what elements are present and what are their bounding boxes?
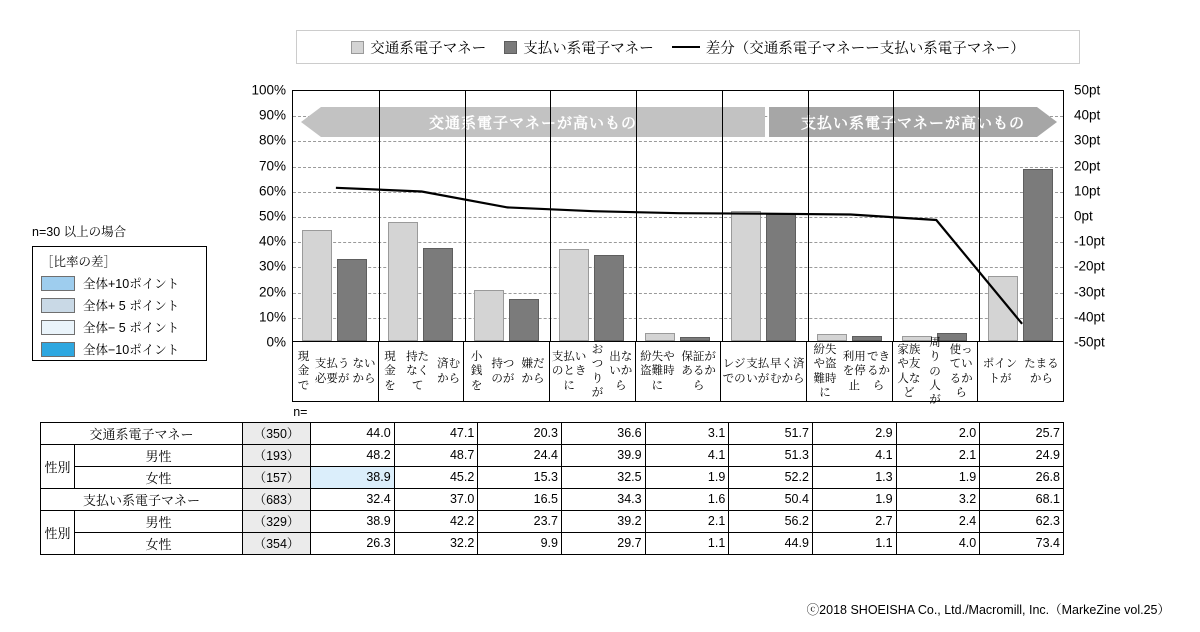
legend-item-difference — [672, 37, 1025, 58]
y-tick-right: -10pt — [1074, 233, 1105, 249]
table-cell: 9.9 — [478, 532, 562, 554]
table-cell: 1.9 — [645, 466, 729, 488]
table-cell: 50.4 — [729, 488, 813, 510]
table-n-value: （354） — [243, 532, 311, 554]
ratio-legend-row — [33, 316, 206, 338]
table-cell: 2.9 — [812, 422, 896, 444]
ratio-legend-swatch — [41, 320, 75, 335]
legend-item-transit — [351, 37, 486, 58]
table-cell: 23.7 — [478, 510, 562, 532]
ratio-legend-swatch — [41, 276, 75, 291]
legend-label-difference: 差分（交通系電子マネーー支払い系電子マネー） — [705, 40, 1025, 57]
table-cell: 47.1 — [394, 422, 478, 444]
legend-label-payment: 支払い系電子マネー — [523, 40, 654, 57]
table-cell: 16.5 — [478, 488, 562, 510]
table-cell: 38.9 — [311, 510, 395, 532]
table-cell: 62.3 — [980, 510, 1064, 532]
category-separator — [636, 91, 637, 341]
y-tick-right: -30pt — [1074, 284, 1105, 300]
data-table-wrap — [40, 402, 1064, 555]
category-separator — [379, 91, 380, 341]
table-cell: 52.2 — [729, 466, 813, 488]
y-tick-left: 40% — [258, 233, 286, 249]
table-cell: 3.1 — [645, 422, 729, 444]
table-n-value: （350） — [243, 422, 311, 444]
y-tick-left: 90% — [258, 107, 286, 123]
y-tick-left: 80% — [258, 132, 286, 148]
category-separator — [893, 91, 894, 341]
x-axis-label: 現金を 持たなくて 済むから — [379, 342, 465, 401]
chart-plot-area — [292, 90, 1064, 342]
table-cell: 44.9 — [729, 532, 813, 554]
table-cell: 2.1 — [645, 510, 729, 532]
table-cell: 15.3 — [478, 466, 562, 488]
y-tick-left: 50% — [258, 208, 286, 224]
legend-label-transit: 交通系電子マネー — [370, 40, 487, 57]
table-row — [41, 422, 1064, 444]
table-row — [41, 466, 1064, 488]
category-separator — [465, 91, 466, 341]
table-cell: 68.1 — [980, 488, 1064, 510]
table-cell: 1.1 — [812, 532, 896, 554]
ratio-legend-row — [33, 272, 206, 294]
ratio-legend-label: 全体+ 5 ポイント — [83, 299, 180, 313]
table-cell: 26.3 — [311, 532, 395, 554]
y-tick-left: 30% — [258, 258, 286, 274]
table-cell: 2.4 — [896, 510, 980, 532]
table-group-label: 性別 — [41, 510, 75, 554]
table-cell: 1.9 — [812, 488, 896, 510]
table-cell: 26.8 — [980, 466, 1064, 488]
y-tick-right: 20pt — [1074, 158, 1101, 174]
y-tick-right: 50pt — [1074, 82, 1101, 98]
table-cell: 32.4 — [311, 488, 395, 510]
table-cell: 42.2 — [394, 510, 478, 532]
table-cell: 45.2 — [394, 466, 478, 488]
x-axis-label: 紛失や盗難時に 保証があるから — [636, 342, 722, 401]
legend-swatch-transit — [351, 41, 364, 54]
y-tick-left: 70% — [258, 158, 286, 174]
y-tick-right: 0pt — [1074, 208, 1093, 224]
table-cell: 48.7 — [394, 444, 478, 466]
x-axis-label: 家族や友人など 周りの人が 使っているから — [893, 342, 979, 401]
table-cell: 39.2 — [561, 510, 645, 532]
table-cell: 2.7 — [812, 510, 896, 532]
ratio-legend-label: 全体−10ポイント — [83, 343, 180, 357]
table-cell: 24.4 — [478, 444, 562, 466]
table-gender-label: 女性 — [75, 532, 243, 554]
data-table — [40, 402, 1064, 555]
table-cell: 1.9 — [896, 466, 980, 488]
table-row — [41, 510, 1064, 532]
legend-line-difference — [672, 46, 700, 48]
table-cell: 25.7 — [980, 422, 1064, 444]
x-axis-label: 小銭を 持つのが 嫌だから — [464, 342, 550, 401]
table-cell: 51.3 — [729, 444, 813, 466]
ratio-legend-row — [33, 294, 206, 316]
category-separator — [550, 91, 551, 341]
x-axis-labels — [292, 337, 1064, 406]
copyright-text: ⓒ2018 SHOEISHA Co., Ltd./Macromill, Inc.（MarkeZine vol.25） — [806, 603, 1170, 617]
ratio-legend-row — [33, 338, 206, 360]
table-cell: 39.9 — [561, 444, 645, 466]
table-cell: 32.5 — [561, 466, 645, 488]
table-cell: 3.2 — [896, 488, 980, 510]
ratio-legend-title: ［比率の差］ — [41, 255, 117, 269]
table-cell: 34.3 — [561, 488, 645, 510]
difference-line — [293, 91, 1065, 343]
x-axis-label: ポイントが たまるから — [982, 358, 1059, 385]
table-cell: 20.3 — [478, 422, 562, 444]
table-cell: 4.1 — [645, 444, 729, 466]
table-cell: 1.3 — [812, 466, 896, 488]
legend-item-payment — [504, 37, 654, 58]
table-group-label: 性別 — [41, 444, 75, 488]
y-tick-left: 0% — [266, 334, 286, 350]
table-n-value: （193） — [243, 444, 311, 466]
table-cell: 37.0 — [394, 488, 478, 510]
x-axis-label: 支払いのときに おつりが 出ないから — [550, 342, 636, 401]
y-tick-left: 10% — [258, 309, 286, 325]
banner-payment-label: 支払い系電子マネーが高いもの — [800, 114, 1025, 132]
table-row-label: 交通系電子マネー — [41, 422, 243, 444]
table-cell: 48.2 — [311, 444, 395, 466]
y-tick-right: 30pt — [1074, 132, 1101, 148]
y-axis-right — [1068, 84, 1128, 348]
table-cell: 32.2 — [394, 532, 478, 554]
table-cell: 44.0 — [311, 422, 395, 444]
table-n-value: （157） — [243, 466, 311, 488]
table-cell: 4.0 — [896, 532, 980, 554]
table-n-value: （329） — [243, 510, 311, 532]
y-tick-left: 20% — [258, 284, 286, 300]
table-gender-label: 男性 — [75, 444, 243, 466]
category-separator — [808, 91, 809, 341]
y-tick-right: 40pt — [1074, 107, 1101, 123]
y-tick-left: 60% — [258, 183, 286, 199]
x-axis-label: 現金で 支払う必要が ないから — [293, 342, 379, 401]
ratio-legend-label: 全体− 5 ポイント — [83, 321, 180, 335]
table-cell: 2.0 — [896, 422, 980, 444]
legend-swatch-payment — [504, 41, 517, 54]
table-cell: 38.9 — [311, 466, 395, 488]
table-row — [41, 444, 1064, 466]
y-tick-left: 100% — [251, 82, 286, 98]
table-cell: 1.6 — [645, 488, 729, 510]
table-gender-label: 男性 — [75, 510, 243, 532]
chart-legend — [296, 30, 1080, 64]
y-tick-right: 10pt — [1074, 183, 1101, 199]
table-row — [41, 532, 1064, 554]
table-cell: 73.4 — [980, 532, 1064, 554]
ratio-legend-swatch — [41, 342, 75, 357]
table-gender-label: 女性 — [75, 466, 243, 488]
y-axis-left — [232, 84, 286, 348]
ratio-difference-legend — [32, 246, 207, 361]
table-row-label: 支払い系電子マネー — [41, 488, 243, 510]
table-row — [41, 488, 1064, 510]
table-cell: 2.1 — [896, 444, 980, 466]
banner-transit-label: 交通系電子マネーが高いもの — [428, 114, 637, 132]
table-n-value: （683） — [243, 488, 311, 510]
table-cell: 36.6 — [561, 422, 645, 444]
table-cell: 4.1 — [812, 444, 896, 466]
table-cell: 56.2 — [729, 510, 813, 532]
table-cell: 51.7 — [729, 422, 813, 444]
category-separator — [979, 91, 980, 341]
table-cell: 29.7 — [561, 532, 645, 554]
x-axis-label: 紛失や盗難時に 利用を停止 できるから — [807, 342, 893, 401]
ratio-legend-label: 全体+10ポイント — [83, 277, 180, 291]
table-cell: 24.9 — [980, 444, 1064, 466]
category-separator — [722, 91, 723, 341]
n-header: n= — [293, 404, 308, 419]
table-cell: 1.1 — [645, 532, 729, 554]
y-tick-right: -40pt — [1074, 309, 1105, 325]
x-axis-label: レジでの 支払いが 早く済むから — [721, 342, 807, 401]
sample-size-note: n=30 以上の場合 — [32, 225, 127, 239]
ratio-legend-swatch — [41, 298, 75, 313]
y-tick-right: -50pt — [1074, 334, 1105, 350]
y-tick-right: -20pt — [1074, 258, 1105, 274]
table-header-row — [41, 402, 1064, 422]
